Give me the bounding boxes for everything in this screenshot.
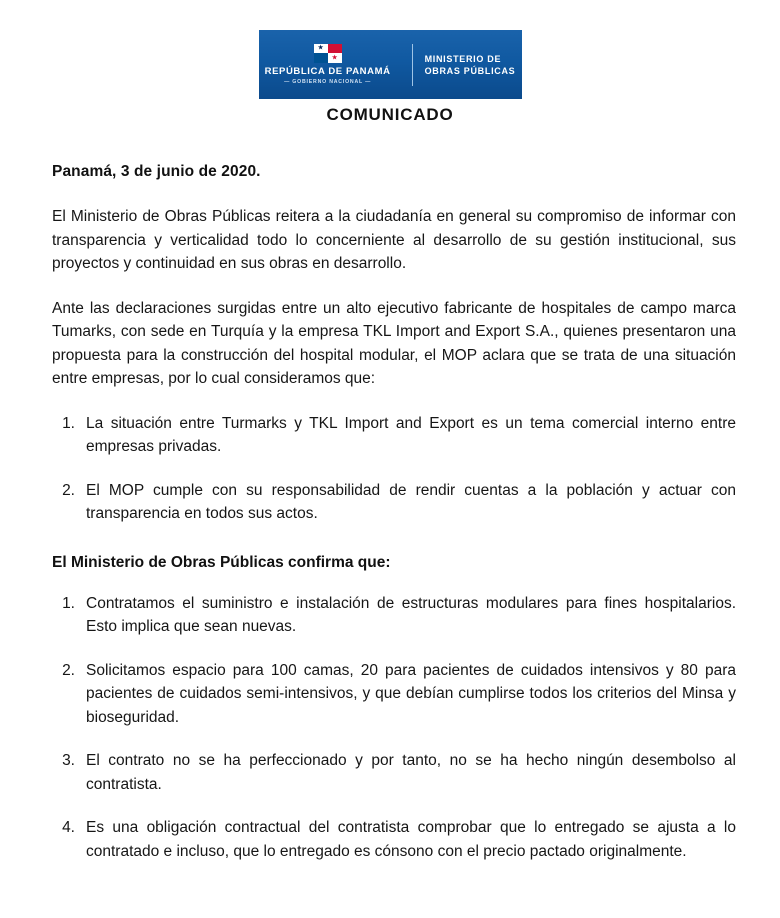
flag-quadrant-white-blue-star <box>314 44 328 54</box>
confirmations-list <box>52 592 736 864</box>
red-star-icon: ★ <box>331 54 338 62</box>
country-name-label: REPÚBLICA DE PANAMÁ <box>264 65 391 77</box>
government-logo-banner <box>259 30 522 99</box>
list-item <box>52 592 736 639</box>
list-item-number: 2. <box>62 661 75 679</box>
list-item-text: Solicitamos espacio para 100 camas, 20 para pacientes de cuidados intensivos y 80 para pacientes de cuidados semi-intensivos, y que debían cumplirse todos los criterios del Minsa y bioseguridad. <box>86 661 736 726</box>
dateline: Panamá, 3 de junio de 2020. <box>52 163 261 180</box>
panama-flag-icon <box>314 44 342 63</box>
intro-paragraph-2: Ante las declaraciones surgidas entre un alto ejecutivo fabricante de hospitales de campo marca Tumarks, con sede en Turquía y la empresa TKL Import and Export S.A., quienes presentaron una propuesta para la construcción del hospital modular, el MOP aclara que se trata de una situación entre empresas, por lo cual consideramos que: <box>52 299 736 387</box>
flag-quadrant-blue <box>314 53 328 63</box>
list-item <box>52 659 736 730</box>
list-item-text: Es una obligación contractual del contratista comprobar que lo entregado se ajusta a lo contratado e incluso, que lo entregado es cónsono con el precio pactado originalmente. <box>86 819 736 860</box>
page-title: COMUNICADO <box>326 105 454 124</box>
blue-field <box>314 53 328 63</box>
blue-star-icon: ★ <box>317 44 324 52</box>
list-item-text: El MOP cumple con su responsabilidad de rendir cuentas a la población y actuar con transparencia en todos sus actos. <box>86 481 736 522</box>
list-item-number: 1. <box>62 414 75 432</box>
list-item <box>52 749 736 796</box>
logo-divider <box>412 44 413 86</box>
list-item-text: La situación entre Turmarks y TKL Import and Export es un tema comercial interno entre empresas privadas. <box>86 414 736 455</box>
flag-quadrant-white-red-star <box>328 53 342 63</box>
ministry-line-1: MINISTERIO DE <box>424 53 502 64</box>
considerations-list <box>52 412 736 526</box>
government-subtitle-label: — GOBIERNO NACIONAL — <box>284 78 372 85</box>
ministry-line-2: OBRAS PÚBLICAS <box>424 65 516 76</box>
list-item <box>52 816 736 863</box>
list-item <box>52 479 736 526</box>
list-item-number: 4. <box>62 819 75 836</box>
list-item <box>52 412 736 459</box>
ministry-name-block <box>425 53 522 77</box>
flag-quadrant-red <box>328 44 342 54</box>
header-banner-wrapper <box>0 30 780 99</box>
document-body <box>52 163 736 863</box>
list-item-text: Contratamos el suministro e instalación de estructuras modulares para fines hospitalarios. Esto implica que sean nuevas. <box>86 594 736 635</box>
list-item-number: 3. <box>62 752 75 769</box>
republic-of-panama-logo <box>259 44 400 86</box>
intro-paragraph-1: El Ministerio de Obras Públicas reitera a la ciudadanía en general su compromiso de informar con transparencia y verticalidad todo lo concerniente al desarrollo de su gestión institucional, sus proyectos y continuidad en sus obras en desarrollo. <box>52 208 736 272</box>
list-item-text: El contrato no se ha perfeccionado y por tanto, no se ha hecho ningún desembolso al contratista. <box>86 752 736 793</box>
section-heading: El Ministerio de Obras Públicas confirma que: <box>52 553 391 571</box>
list-item-number: 1. <box>62 594 75 612</box>
list-item-number: 2. <box>62 481 75 499</box>
